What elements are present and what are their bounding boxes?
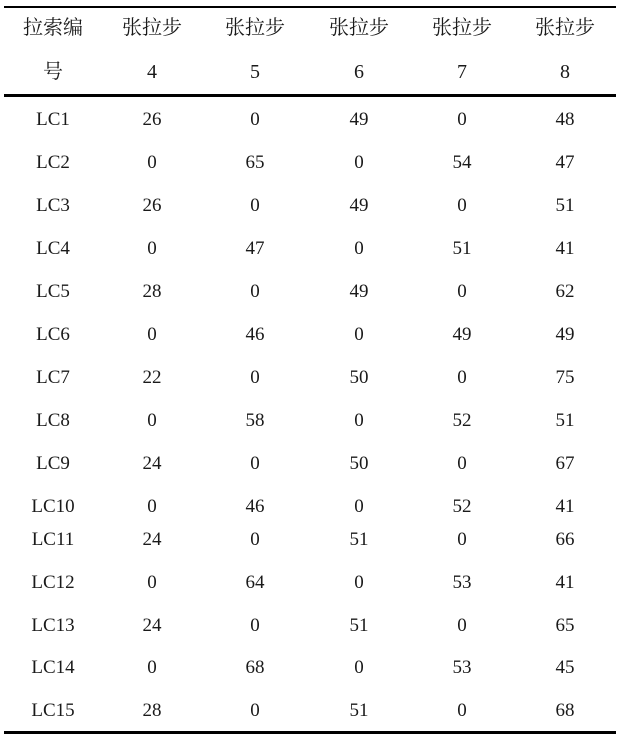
cable-id-cell: LC12 (31, 572, 75, 593)
table-cell: 53 (452, 657, 472, 678)
table-cell: 0 (250, 529, 260, 550)
cable-id-cell: LC2 (36, 152, 70, 173)
table-cell: 0 (250, 367, 260, 388)
table-cell: 50 (349, 367, 369, 388)
table-cell: 0 (250, 615, 260, 636)
bottom-rule (4, 731, 616, 734)
header-cell: 张拉步 (432, 17, 492, 39)
table-cell: 0 (457, 700, 467, 721)
table-cell: 24 (142, 529, 162, 550)
table-cell: 58 (245, 410, 265, 431)
table-cell: 65 (555, 615, 575, 636)
table-cell: 28 (142, 700, 162, 721)
table-cell: 52 (452, 496, 472, 517)
table-cell: 0 (354, 238, 364, 259)
table-cell: 68 (245, 657, 265, 678)
table-cell: 0 (354, 324, 364, 345)
table-cell: 0 (457, 367, 467, 388)
header-cell: 号 (43, 61, 63, 83)
header-cell: 张拉步 (535, 17, 595, 39)
table-cell: 0 (147, 657, 157, 678)
table-cell: 24 (142, 453, 162, 474)
table-cell: 0 (457, 529, 467, 550)
table-cell: 48 (555, 109, 575, 130)
header-cell: 7 (457, 61, 467, 83)
table-cell: 0 (250, 700, 260, 721)
table-cell: 0 (147, 238, 157, 259)
table-cell: 51 (555, 195, 575, 216)
table-cell: 75 (555, 367, 575, 388)
table-cell: 26 (142, 195, 162, 216)
table-cell: 62 (555, 281, 575, 302)
cable-id-cell: LC11 (31, 529, 75, 550)
table-cell: 47 (245, 238, 265, 259)
table-cell: 41 (555, 496, 575, 517)
header-cell: 张拉步 (225, 17, 285, 39)
table-cell: 0 (147, 496, 157, 517)
header-cell: 4 (147, 61, 157, 83)
table-cell: 66 (555, 529, 575, 550)
cable-id-cell: LC9 (36, 453, 70, 474)
table-cell: 51 (349, 529, 369, 550)
table-cell: 22 (142, 367, 162, 388)
table-cell: 0 (250, 195, 260, 216)
table-cell: 0 (147, 324, 157, 345)
table-cell: 0 (250, 281, 260, 302)
table-cell: 0 (147, 152, 157, 173)
table-cell: 51 (452, 238, 472, 259)
cable-id-cell: LC4 (36, 238, 70, 259)
table-cell: 0 (250, 453, 260, 474)
table-cell: 53 (452, 572, 472, 593)
table-cell: 0 (457, 615, 467, 636)
table-cell: 49 (555, 324, 575, 345)
table-cell: 46 (245, 324, 265, 345)
table-cell: 0 (147, 572, 157, 593)
table-cell: 51 (349, 700, 369, 721)
table-cell: 0 (354, 496, 364, 517)
table-cell: 0 (457, 195, 467, 216)
table-cell: 28 (142, 281, 162, 302)
cable-id-cell: LC10 (31, 496, 75, 517)
table-cell: 47 (555, 152, 575, 173)
table-cell: 49 (349, 195, 369, 216)
table-cell: 64 (245, 572, 265, 593)
cable-id-cell: LC6 (36, 324, 70, 345)
header-rule (4, 94, 616, 97)
cable-id-cell: LC3 (36, 195, 70, 216)
table-cell: 24 (142, 615, 162, 636)
table-cell: 52 (452, 410, 472, 431)
table-cell: 41 (555, 572, 575, 593)
table-cell: 0 (354, 410, 364, 431)
table-cell: 0 (147, 410, 157, 431)
header-cell: 6 (354, 61, 364, 83)
header-cell: 拉索编 (23, 17, 83, 39)
table-cell: 26 (142, 109, 162, 130)
cable-id-cell: LC7 (36, 367, 70, 388)
header-cell: 5 (250, 61, 260, 83)
table-cell: 50 (349, 453, 369, 474)
table-cell: 51 (349, 615, 369, 636)
cable-id-cell: LC1 (36, 109, 70, 130)
table-cell: 54 (452, 152, 472, 173)
cable-id-cell: LC13 (31, 615, 75, 636)
table-cell: 0 (354, 657, 364, 678)
top-rule (4, 6, 616, 8)
table-cell: 45 (555, 657, 575, 678)
header-cell: 8 (560, 61, 570, 83)
table-cell: 0 (354, 152, 364, 173)
cable-id-cell: LC5 (36, 281, 70, 302)
table-cell: 67 (555, 453, 575, 474)
table-cell: 49 (349, 281, 369, 302)
table-cell: 68 (555, 700, 575, 721)
header-cell: 张拉步 (329, 17, 389, 39)
table-cell: 0 (457, 453, 467, 474)
table-cell: 49 (452, 324, 472, 345)
table-cell: 51 (555, 410, 575, 431)
table-cell: 0 (250, 109, 260, 130)
table-cell: 65 (245, 152, 265, 173)
table-cell: 49 (349, 109, 369, 130)
table-cell: 0 (457, 281, 467, 302)
table-cell: 0 (354, 572, 364, 593)
cable-id-cell: LC14 (31, 657, 75, 678)
table-cell: 46 (245, 496, 265, 517)
cable-id-cell: LC8 (36, 410, 70, 431)
cable-id-cell: LC15 (31, 700, 75, 721)
table-cell: 41 (555, 238, 575, 259)
header-cell: 张拉步 (122, 17, 182, 39)
table-cell: 0 (457, 109, 467, 130)
